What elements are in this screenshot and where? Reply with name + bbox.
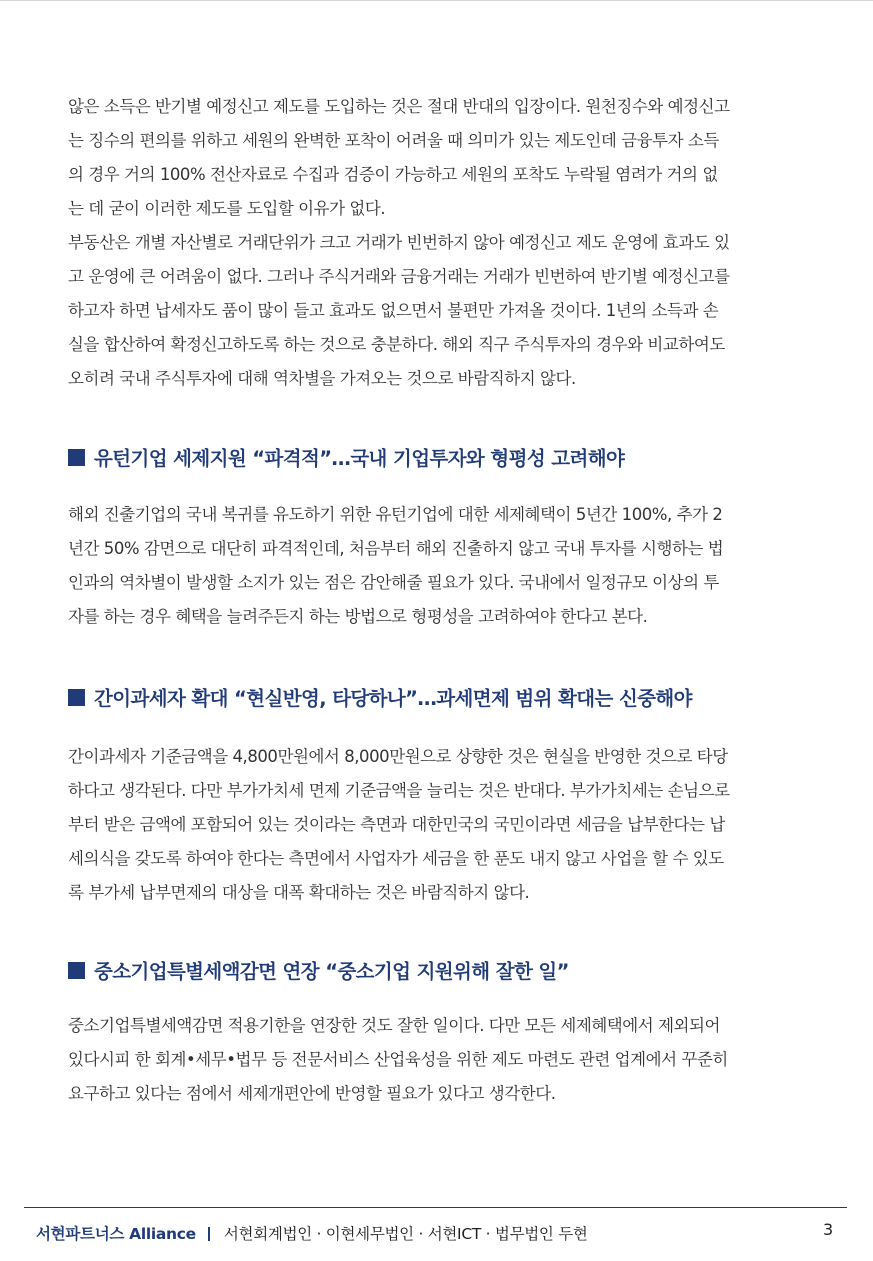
paragraph-simplified-taxpayer <box>68 740 808 910</box>
top-border <box>0 0 873 1</box>
text-line: 오히려 국내 주식투자에 대해 역차별을 가져오는 것으로 바람직하지 않다. <box>68 369 576 388</box>
text-line: 는 징수의 편의를 위하고 세원의 완벽한 포착이 어려울 때 의미가 있는 제도인데 금융투자 소득 <box>68 131 719 150</box>
square-bullet-icon <box>68 449 85 466</box>
page-number: 3 <box>823 1220 834 1239</box>
text-line: 하다고 생각된다. 다만 부가가치세 면제 기준금액을 늘리는 것은 반대다. 부가가치세는 손님으로 <box>68 781 730 800</box>
text-line: 않은 소득은 반기별 예정신고 제도를 도입하는 것은 절대 반대의 입장이다. 원천징수와 예정신고 <box>68 97 730 116</box>
square-bullet-icon <box>68 689 85 706</box>
heading-text: 간이과세자 확대 “현실반영, 타당하나”…과세면제 범위 확대는 신중해야 <box>94 687 692 710</box>
footer-divider <box>24 1207 847 1208</box>
heading-text: 중소기업특별세액감면 연장 “중소기업 지원위해 잘한 일” <box>94 960 569 983</box>
text-line: 있다시피 한 회계•세무•법무 등 전문서비스 산업육성을 위한 제도 마련도 관련 업계에서 꾸준히 <box>68 1050 728 1069</box>
footer <box>36 1222 588 1244</box>
paragraph-real-estate <box>68 226 808 396</box>
text-line: 인과의 역차별이 발생할 소지가 있는 점은 감안해줄 필요가 있다. 국내에서 일정규모 이상의 투 <box>68 573 719 592</box>
text-line: 부동산은 개별 자산별로 거래단위가 크고 거래가 빈번하지 않아 예정신고 제도 운영에 효과도 있 <box>68 233 730 252</box>
section-heading-simplified-tax <box>68 683 828 711</box>
text-line: 년간 50% 감면으로 대단히 파격적인데, 처음부터 해외 진출하지 않고 국내 투자를 시행하는 법 <box>68 539 724 558</box>
section-heading-sme-tax <box>68 956 828 984</box>
text-line: 요구하고 있다는 점에서 세제개편안에 반영할 필요가 있다고 생각한다. <box>68 1084 556 1103</box>
heading-text: 유턴기업 세제지원 “파격적”…국내 기업투자와 형평성 고려해야 <box>94 447 625 470</box>
text-line: 중소기업특별세액감면 적용기한을 연장한 것도 잘한 일이다. 다만 모든 세제혜택에서 제외되어 <box>68 1016 721 1035</box>
text-line: 실을 합산하여 확정신고하도록 하는 것으로 충분하다. 해외 직구 주식투자의 경우와 비교하여도 <box>68 335 725 354</box>
text-line: 세의식을 갖도록 하여야 한다는 측면에서 사업자가 세금을 한 푼도 내지 않고 사업을 할 수 있도 <box>68 849 724 868</box>
footer-separator <box>208 1227 210 1241</box>
text-line: 간이과세자 기준금액을 4,800만원에서 8,000만원으로 상향한 것은 현실을 반영한 것으로 타당 <box>68 747 728 766</box>
footer-members: 서현회계법인 · 이현세무법인 · 서현ICT · 법무법인 두현 <box>223 1225 588 1243</box>
text-line: 부터 받은 금액에 포함되어 있는 것이라는 측면과 대한민국의 국민이라면 세금을 납부한다는 납 <box>68 815 725 834</box>
text-line: 의 경우 거의 100% 전산자료로 수집과 검증이 가능하고 세원의 포착도 누락될 염려가 거의 없 <box>68 165 718 184</box>
text-line: 고 운영에 큰 어려움이 없다. 그러나 주식거래와 금융거래는 거래가 빈번하여 반기별 예정신고를 <box>68 267 730 286</box>
paragraph-sme-tax-reduction <box>68 1009 808 1111</box>
paragraph-uturn-companies <box>68 498 808 634</box>
text-line: 는 데 굳이 이러한 제도를 도입할 이유가 없다. <box>68 199 386 218</box>
section-heading-uturn <box>68 443 828 471</box>
text-line: 하고자 하면 납세자도 품이 많이 들고 효과도 없으면서 불편만 가져올 것이다. 1년의 소득과 손 <box>68 301 719 320</box>
text-line: 해외 진출기업의 국내 복귀를 유도하기 위한 유턴기업에 대한 세제혜택이 5년간 100%, 추가 2 <box>68 505 723 524</box>
square-bullet-icon <box>68 962 85 979</box>
footer-brand: 서현파트너스 Alliance <box>36 1225 196 1243</box>
text-line: 자를 하는 경우 혜택을 늘려주든지 하는 방법으로 형평성을 고려하여야 한다고 본다. <box>68 607 648 626</box>
paragraph-income-reporting <box>68 90 808 226</box>
text-line: 록 부가세 납부면제의 대상을 대폭 확대하는 것은 바람직하지 않다. <box>68 883 530 902</box>
